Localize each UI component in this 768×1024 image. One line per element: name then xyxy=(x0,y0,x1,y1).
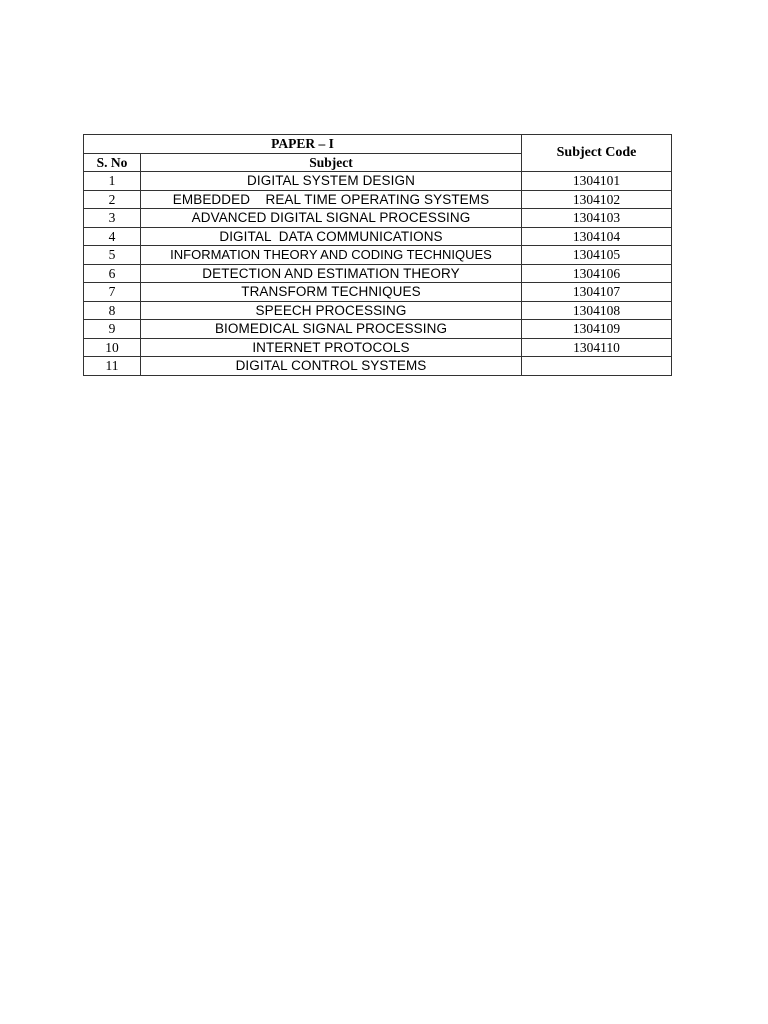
sno-cell: 7 xyxy=(84,283,141,302)
table-row xyxy=(84,338,672,357)
code-cell: 1304109 xyxy=(522,320,672,339)
subject-cell: DETECTION AND ESTIMATION THEORY xyxy=(141,264,522,283)
sno-cell: 8 xyxy=(84,301,141,320)
table-row xyxy=(84,227,672,246)
subject-cell: EMBEDDED REAL TIME OPERATING SYSTEMS xyxy=(141,190,522,209)
subject-cell: DIGITAL SYSTEM DESIGN xyxy=(141,172,522,191)
sno-header: S. No xyxy=(84,153,141,172)
sno-cell: 3 xyxy=(84,209,141,228)
sno-cell: 5 xyxy=(84,246,141,265)
subject-cell: INTERNET PROTOCOLS xyxy=(141,338,522,357)
sno-cell: 10 xyxy=(84,338,141,357)
code-cell: 1304108 xyxy=(522,301,672,320)
code-cell: 1304104 xyxy=(522,227,672,246)
subject-cell: DIGITAL CONTROL SYSTEMS xyxy=(141,357,522,376)
code-cell: 1304106 xyxy=(522,264,672,283)
code-cell xyxy=(522,357,672,376)
subject-cell: ADVANCED DIGITAL SIGNAL PROCESSING xyxy=(141,209,522,228)
code-cell: 1304102 xyxy=(522,190,672,209)
subjects-table xyxy=(83,134,672,376)
code-cell: 1304103 xyxy=(522,209,672,228)
subject-cell: INFORMATION THEORY AND CODING TECHNIQUES xyxy=(141,246,522,265)
table-row xyxy=(84,301,672,320)
code-cell: 1304101 xyxy=(522,172,672,191)
sno-cell: 4 xyxy=(84,227,141,246)
sno-cell: 1 xyxy=(84,172,141,191)
paper-title: PAPER – I xyxy=(84,135,522,154)
table-row xyxy=(84,320,672,339)
subject-cell: DIGITAL DATA COMMUNICATIONS xyxy=(141,227,522,246)
subject-cell: BIOMEDICAL SIGNAL PROCESSING xyxy=(141,320,522,339)
subject-cell: SPEECH PROCESSING xyxy=(141,301,522,320)
table-row xyxy=(84,190,672,209)
table-row xyxy=(84,172,672,191)
subject-cell: TRANSFORM TECHNIQUES xyxy=(141,283,522,302)
sno-cell: 9 xyxy=(84,320,141,339)
sno-cell: 6 xyxy=(84,264,141,283)
subject-code-header: Subject Code xyxy=(522,135,672,172)
table-row xyxy=(84,357,672,376)
sno-cell: 2 xyxy=(84,190,141,209)
code-cell: 1304110 xyxy=(522,338,672,357)
table-row xyxy=(84,283,672,302)
table-row xyxy=(84,209,672,228)
code-cell: 1304105 xyxy=(522,246,672,265)
table-row xyxy=(84,264,672,283)
subject-header: Subject xyxy=(141,153,522,172)
table-row xyxy=(84,246,672,265)
sno-cell: 11 xyxy=(84,357,141,376)
code-cell: 1304107 xyxy=(522,283,672,302)
table-title-row xyxy=(84,135,672,154)
